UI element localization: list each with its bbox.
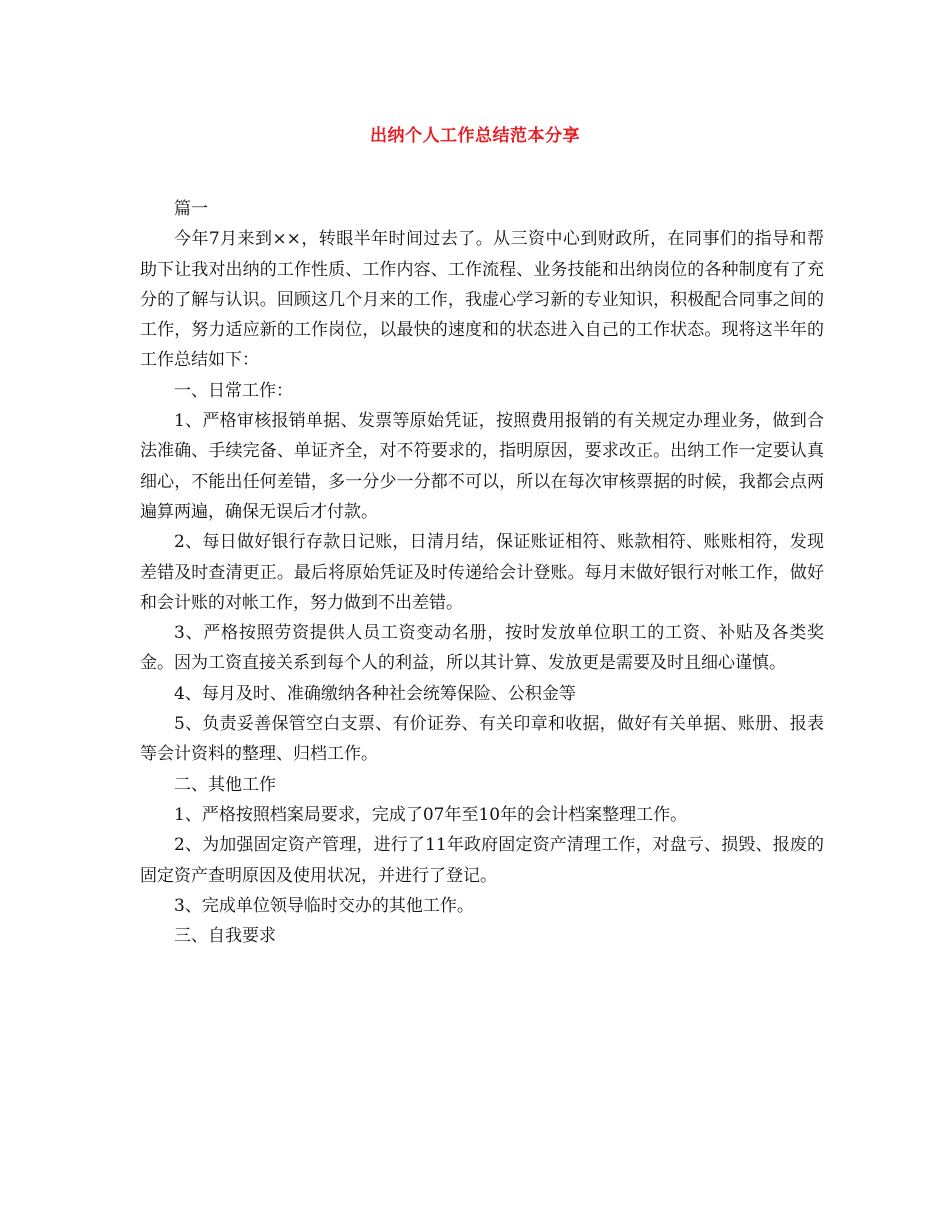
document-title: 出纳个人工作总结范本分享 xyxy=(370,126,580,146)
paragraph-item: 1、严格审核报销单据、发票等原始凭证，按照费用报销的有关规定办理业务，做到合法准确、手续完备、单证齐全，对不符要求的，指明原因，要求改正。出纳工作一定要认真细心，不能出任何差错，多一分少一分都不可以，所以在每次审核票据的时候，我都会点两遍算两遍，确保无误后才付款。 xyxy=(140,411,824,522)
heading-self-requirements: 三、自我要求 xyxy=(174,926,276,947)
paragraph-intro: 今年7月来到××，转眼半年时间过去了。从三资中心到财政所，在同事们的指导和帮助下让我对出纳的工作性质、工作内容、工作流程、业务技能和出纳岗位的各种制度有了充分的了解与认识。回顾这几个月来的工作，我虚心学习新的专业知识，积极配合同事之间的工作，努力适应新的工作岗位，以最快的速度和的状态进入自己的工作状态。现将这半年的工作总结如下： xyxy=(140,229,824,371)
paragraph-item: 1、严格按照档案局要求，完成了07年至10年的会计档案整理工作。 xyxy=(174,804,688,825)
paragraph-item: 2、每日做好银行存款日记账，日清月结，保证账证相符、账款相符、账账相符，发现差错及时查清更正。最后将原始凭证及时传递给会计登账。每月末做好银行对帐工作，做好和会计账的对帐工作，努力做到不出差错。 xyxy=(140,532,824,613)
heading-daily-work: 一、日常工作： xyxy=(174,380,293,401)
paragraph-item: 5、负责妥善保管空白支票、有价证券、有关印章和收据，做好有关单据、账册、报表等会计资料的整理、归档工作。 xyxy=(140,714,824,765)
paragraph-item: 3、严格按照劳资提供人员工资变动名册，按时发放单位职工的工资、补贴及各类奖金。因为工资直接关系到每个人的利益，所以其计算、发放更是需要及时且细心谨慎。 xyxy=(140,623,824,674)
paragraph-item: 3、完成单位领导临时交办的其他工作。 xyxy=(174,895,474,916)
paragraph-item: 2、为加强固定资产管理，进行了11年政府固定资产清理工作，对盘亏、损毁、报废的固定资产查明原因及使用状况，并进行了登记。 xyxy=(140,835,824,886)
heading-other-work: 二、其他工作 xyxy=(174,774,276,795)
document-body xyxy=(140,194,824,951)
paragraph-item: 4、每月及时、准确缴纳各种社会统筹保险、公积金等 xyxy=(174,683,576,704)
paragraph-section-label: 篇一 xyxy=(174,199,208,219)
